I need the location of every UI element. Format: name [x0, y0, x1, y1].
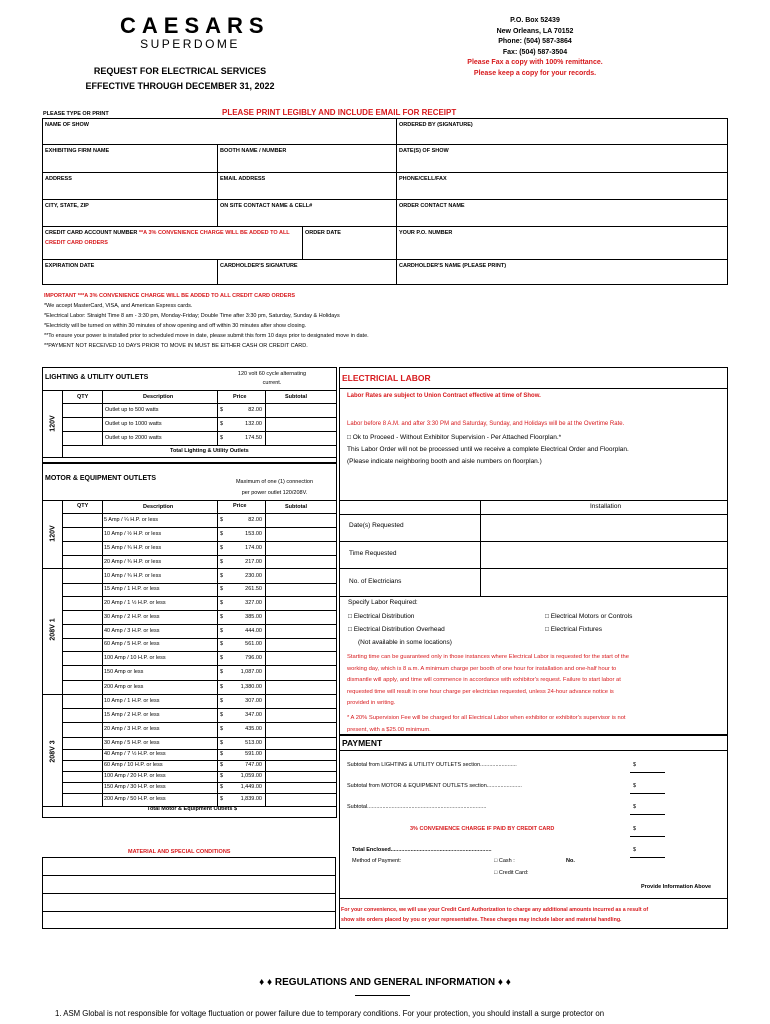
contact-fax: Fax: (504) 587-3504 [502, 48, 568, 56]
motor-row-currency: $ [220, 669, 224, 675]
lighting-qty-input[interactable] [64, 418, 100, 430]
motor-row-description: 20 Amp / 1 ½ H.P. or less [104, 599, 166, 606]
motor-row-currency: $ [220, 599, 224, 606]
motor-row-price: 385.00 [245, 613, 262, 620]
regulations-title: ♦ ♦ REGULATIONS AND GENERAL INFORMATION ♦ ♦ [259, 977, 511, 988]
motor-row-price: 82.00 [248, 517, 262, 523]
lighting-row-currency: $ [220, 407, 224, 413]
logo [120, 13, 270, 51]
material-title: MATERIAL AND SPECIAL CONDITIONS [128, 849, 231, 855]
motor-row-description: 20 Amp / 3 H.P. or less [104, 726, 160, 732]
lighting-row-description: Outlet up to 2000 watts [105, 435, 162, 441]
motor-row-currency: $ [220, 544, 224, 551]
motor-row-description: 15 Amp / 2 H.P. or less [104, 711, 160, 718]
lighting-note-2: current. [262, 380, 282, 386]
cc-fee-note: **A 3% CONVENIENCE CHARGE WILL BE ADDED TO ALL [138, 230, 290, 236]
motor-qty-input[interactable] [64, 611, 100, 623]
motor-row-currency: $ [220, 613, 224, 620]
page-title [60, 64, 300, 94]
motor-row-currency: $ [220, 751, 224, 757]
motor-row-currency: $ [220, 739, 224, 746]
logo-subtitle: SUPERDOME [140, 37, 240, 51]
motor-row-description: 15 Amp / ¾ H.P. or less [104, 544, 162, 551]
motor-note [222, 477, 327, 499]
motor-row-description: 30 Amp / 5 H.P. or less [104, 739, 160, 746]
motor-note-1: Maximum of one (1) connection [235, 479, 314, 485]
name-of-show-field[interactable]: NAME OF SHOW [45, 122, 89, 128]
payment-credit-checkbox[interactable]: □ Credit Card: [494, 870, 529, 876]
motor-qty-input[interactable] [64, 666, 100, 679]
motor-row-price: 1,087.00 [240, 669, 262, 675]
motor-qty-input[interactable] [64, 584, 100, 595]
motor-title: MOTOR & EQUIPMENT OUTLETS [45, 475, 157, 482]
exhibiting-firm-field[interactable]: EXHIBITING FIRM NAME [45, 148, 110, 154]
motor-row-description: 150 Amp / 30 H.P. or less [104, 784, 166, 790]
motor-total-label [147, 806, 237, 813]
payment-motor-subtotal: Subtotal from MOTOR & EQUIPMENT OUTLETS section....................... [347, 783, 522, 789]
motor-qty-input[interactable] [64, 652, 100, 664]
payment-amount-currency: $ [633, 762, 637, 768]
motor-row-price: 1,839.00 [240, 796, 262, 802]
motor-row-currency: $ [220, 796, 224, 802]
notes-block [44, 291, 369, 351]
motor-row-description: 10 Amp / ½ H.P. or less [104, 530, 162, 537]
start-time-line: requested time will result in one hour charge per electrician requested, unless 24-hour advance notice is [347, 688, 614, 695]
motor-row-currency: $ [220, 784, 224, 790]
email-field[interactable]: EMAIL ADDRESS [220, 176, 266, 182]
payment-amount-currency: $ [633, 826, 637, 832]
lighting-qty-header: QTY [77, 394, 89, 400]
motor-row-description: 100 Amp / 20 H.P. or less [104, 773, 166, 779]
payment-total-enclosed: Total Enclosed.................................................................. [352, 847, 492, 853]
lighting-note [222, 370, 322, 388]
lighting-price-header: Price [233, 394, 247, 400]
contact-city: New Orleans, LA 70152 [496, 27, 574, 35]
specify-labor-label: Specify Labor Required: [348, 599, 418, 606]
motor-row-description: 5 Amp / ¼ H.P. or less [104, 517, 159, 523]
lighting-row-price: 82.00 [248, 407, 262, 413]
payment-cash-checkbox[interactable]: □ Cash : [494, 858, 515, 864]
title-line2: EFFECTIVE THROUGH DECEMBER 31, 2022 [85, 81, 275, 91]
motor-qty-input[interactable] [64, 696, 100, 707]
motor-row-price: 1,380.00 [240, 684, 262, 690]
contact-po: P.O. Box 52439 [510, 17, 560, 24]
motor-qty-header: QTY [77, 503, 89, 509]
motor-row-price: 561.00 [245, 641, 262, 647]
contact-keep-note: Please keep a copy for your records. [473, 69, 597, 77]
supervision-note [347, 713, 626, 736]
opt-electrical-fixtures[interactable]: □ Electrical Fixtures [545, 626, 603, 633]
motor-row-price: 796.00 [245, 654, 262, 661]
order-contact-field[interactable]: ORDER CONTACT NAME [399, 203, 465, 209]
motor-row-currency: $ [220, 726, 224, 732]
motor-row-description: 200 Amp or less [104, 684, 144, 690]
lighting-qty-input[interactable] [64, 404, 100, 416]
motor-note-2: per power outlet 120/208V. [241, 490, 308, 496]
payment-title: PAYMENT [342, 738, 383, 748]
motor-row-currency: $ [220, 711, 224, 718]
payment-method-label: Method of Payment: [352, 858, 402, 864]
motor-row-description: 60 Amp / 5 H.P. or less [104, 641, 160, 647]
cc-orders-note: CREDIT CARD ORDERS [45, 240, 108, 246]
time-requested-field[interactable]: Time Requested [349, 550, 397, 557]
labor-union-note: Labor Rates are subject to Union Contract effective at time of Show. [347, 393, 541, 399]
lighting-row-currency: $ [220, 421, 224, 427]
lighting-row-currency: $ [220, 435, 224, 441]
motor-qty-input[interactable] [64, 772, 100, 781]
motor-qty-input[interactable] [64, 542, 100, 554]
labor-not-processed: This Labor Order will not be processed until we receive a complete Electrical Order and Floorplan. [347, 446, 629, 453]
motor-row-price: 307.00 [245, 698, 262, 704]
motor-row-description: 150 Amp or less [104, 669, 144, 675]
note-item: *We accept MasterCard, VISA, and American Express cards. [44, 303, 193, 309]
type-print-label: PLEASE TYPE OR PRINT [43, 111, 109, 117]
motor-qty-input[interactable] [64, 709, 100, 721]
motor-qty-input[interactable] [64, 761, 100, 770]
motor-row-description: 15 Amp / 1 H.P. or less [104, 586, 160, 592]
motor-row-price: 513.00 [245, 739, 262, 746]
installation-header: Installation [590, 503, 622, 510]
note-item: *Electricity will be turned on within 30 minutes of show opening and off within 30 minutes after show closing. [44, 323, 307, 329]
lighting-note-1: 120 volt 60 cycle alternating [237, 371, 307, 377]
city-field[interactable]: CITY, STATE, ZIP [45, 203, 89, 209]
lighting-row-description: Outlet up to 1000 watts [105, 421, 162, 427]
lighting-row-description: Outlet up to 500 watts [105, 407, 159, 413]
lighting-desc-header: Description [143, 394, 174, 400]
opt-electrical-distribution[interactable]: □ Electrical Distribution [348, 613, 415, 620]
note-item: **PAYMENT NOT RECEIVED 10 DAYS PRIOR TO MOVE IN MUST BE EITHER CASH OR CREDIT CARD. [44, 343, 308, 349]
start-time-line: provided in writing. [347, 700, 396, 707]
motor-qty-input[interactable] [64, 556, 100, 568]
motor-row-description: 60 Amp / 10 H.P. or less [104, 762, 163, 768]
motor-row-price: 327.00 [245, 599, 262, 606]
motor-row-price: 174.00 [245, 544, 262, 551]
regulation-item: 1. ASM Global is not responsible for voltage fluctuation or power failure due to temporary conditions. For your protection, you should install a surge protector on [55, 1009, 605, 1018]
motor-row-price: 347.00 [245, 711, 262, 718]
motor-row-price: 153.00 [245, 530, 262, 537]
lighting-voltage-label: 120V [49, 415, 57, 432]
motor-row-price: 747.00 [245, 762, 262, 768]
contact-fax-note: Please Fax a copy with 100% remittance. [467, 59, 603, 66]
motor-row-description: 100 Amp / 10 H.P. or less [104, 654, 166, 661]
phone-field[interactable]: PHONE/CELL/FAX [399, 176, 447, 182]
lighting-row-price: 174.50 [245, 435, 262, 441]
motor-row-price: 230.00 [245, 572, 262, 579]
motor-row-price: 591.00 [245, 751, 262, 757]
start-time-line: Starting time can be guaranteed only in those instances where Electrical Labor is requested for the start of the [347, 654, 629, 660]
conv-note [341, 905, 648, 925]
conv-note-line: For your convenience, we will use your Credit Card Authorization to charge any additional amounts incurred as a result of [341, 907, 649, 913]
note-item: **To ensure your power is installed prior to scheduled move in date, please submit this form 10 days prior to designated move in date. [44, 333, 369, 339]
start-time-note [347, 652, 629, 710]
motor-qty-input[interactable] [64, 528, 100, 540]
lighting-subtotal-header: Subtotal [285, 394, 307, 400]
motor-qty-input[interactable] [64, 794, 100, 805]
important-note: IMPORTANT ***A 3% CONVENIENCE CHARGE WILL BE ADDED TO ALL CREDIT CARD ORDERS [44, 293, 296, 299]
lighting-qty-input[interactable] [64, 432, 100, 444]
motor-208v1-label: 208V 1 [49, 618, 57, 641]
payment-amount-currency: $ [633, 847, 637, 853]
lighting-row-price: 132.00 [245, 421, 262, 427]
motor-row-currency: $ [220, 627, 224, 634]
show-dates-field[interactable]: DATE(S) OF SHOW [399, 148, 449, 154]
motor-row-price: 444.00 [245, 627, 262, 634]
motor-desc-header: Description [143, 504, 174, 510]
motor-row-price: 1,059.00 [240, 773, 262, 779]
onsite-contact-field[interactable]: ON SITE CONTACT NAME & CELL# [220, 203, 313, 209]
motor-120v-label: 120V [49, 525, 57, 542]
logo-wordmark: CAESARS [120, 13, 270, 38]
motor-208v3-label: 208V 3 [49, 740, 57, 763]
payment-convenience-charge: 3% CONVENIENCE CHARGE IF PAID BY CREDIT CARD [410, 826, 555, 832]
motor-row-price: 435.00 [245, 726, 262, 732]
motor-row-description: 30 Amp / 2 H.P. or less [104, 613, 160, 620]
supervision-line: present, with a $25.00 minimum. [347, 726, 431, 733]
motor-total-text: Total Motor & Equipment Outlets [147, 806, 233, 812]
motor-subtotal-header: Subtotal [285, 504, 307, 510]
conv-note-line: show site orders placed by you or your representative. These charges may include labor and material handling. [341, 917, 622, 923]
title-line1: REQUEST FOR ELECTRICAL SERVICES [93, 66, 267, 76]
motor-price-header: Price [233, 503, 247, 509]
motor-row-description: 40 Amp / 7 ½ H.P. or less [104, 751, 166, 757]
note-item: *Electrical Labor: Straight Time 8 am - 3:30 pm, Monday-Friday; Double Time after 3:30 pm, Saturday, Sunday & Holidays [44, 313, 340, 319]
payment-check-no: No. [566, 858, 575, 864]
contact-block [430, 16, 640, 79]
booth-field[interactable]: BOOTH NAME / NUMBER [220, 148, 287, 154]
motor-qty-input[interactable] [64, 723, 100, 736]
motor-row-currency: $ [220, 684, 224, 690]
labor-title: ELECTRICIAL LABOR [342, 373, 431, 383]
num-electricians-field[interactable]: No. of Electricians [349, 578, 402, 585]
expiration-field[interactable]: EXPIRATION DATE [45, 263, 95, 269]
payment-subtotal: Subtotal.............................................................................. [347, 804, 487, 810]
motor-row-price: 1,449.00 [240, 784, 262, 790]
motor-row-description: 200 Amp / 50 H.P. or less [104, 796, 166, 802]
payment-amount-currency: $ [633, 804, 637, 810]
motor-qty-input[interactable] [64, 597, 100, 609]
labor-neighbor-note: (Please indicate neighboring booth and aisle numbers on floorplan.) [347, 458, 542, 465]
motor-row-price: 261.50 [245, 586, 262, 592]
motor-qty-input[interactable] [64, 625, 100, 637]
motor-qty-input[interactable] [64, 515, 100, 526]
motor-qty-input[interactable] [64, 681, 100, 694]
labor-ok-proceed[interactable]: □ Ok to Proceed - Without Exhibitor Supervision - Per Attached Floorplan.* [347, 434, 562, 441]
motor-row-currency: $ [220, 586, 224, 592]
motor-row-price: 217.00 [245, 558, 262, 565]
opt-motors-controls[interactable]: □ Electrical Motors or Controls [545, 613, 633, 620]
order-date-field[interactable]: ORDER DATE [305, 230, 341, 236]
print-legibly-label: PLEASE PRINT LEGIBLY AND INCLUDE EMAIL FOR RECEIPT [222, 108, 457, 117]
address-field[interactable]: ADDRESS [45, 176, 72, 182]
start-time-line: dismantle will apply, and time will commence in accordance with exhibitor's request. Failure to start labor at [347, 677, 621, 684]
motor-total-currency: $ [233, 806, 238, 812]
motor-row-currency: $ [220, 641, 224, 647]
motor-row-description: 40 Amp / 3 H.P. or less [104, 627, 160, 634]
provide-info-note: Provide Information Above [641, 884, 712, 890]
cc-label: CREDIT CARD ACCOUNT NUMBER [45, 230, 139, 236]
labor-overtime-note: Labor before 8 A.M. and after 3:30 PM and Saturday, Sunday, and Holidays will be at the Overtime Rate. [347, 421, 625, 427]
motor-row-currency: $ [220, 698, 224, 704]
cardholder-signature-field[interactable]: CARDHOLDER'S SIGNATURE [220, 263, 298, 269]
motor-qty-input[interactable] [64, 738, 100, 748]
motor-qty-input[interactable] [64, 783, 100, 792]
start-time-line: working day, which is 8 a.m. A minimum charge per booth of one hour for installation and one-half hour to [347, 665, 617, 672]
motor-row-currency: $ [220, 517, 224, 523]
motor-row-description: 10 Amp / ¾ H.P. or less [104, 572, 162, 579]
motor-row-description: 10 Amp / 1 H.P. or less [104, 698, 160, 704]
dates-requested-field[interactable]: Date(s) Requested [349, 522, 404, 529]
ordered-by-field[interactable]: ORDERED BY (SIGNATURE) [399, 122, 473, 128]
motor-qty-input[interactable] [64, 570, 100, 582]
motor-row-currency: $ [220, 773, 224, 779]
motor-row-currency: $ [220, 572, 224, 579]
motor-row-currency: $ [220, 558, 224, 565]
lighting-total-label: Total Lighting & Utility Outlets [170, 448, 249, 454]
motor-row-currency: $ [220, 762, 224, 768]
not-available-note: (Not available in some locations) [358, 639, 452, 646]
motor-row-currency: $ [220, 654, 224, 661]
opt-distribution-overhead[interactable]: □ Electrical Distribution Overhead [348, 626, 445, 633]
contact-phone: Phone: (504) 587-3864 [498, 38, 572, 45]
po-number-field[interactable]: YOUR P.O. NUMBER [399, 230, 453, 236]
cardholder-name-field[interactable]: CARDHOLDER'S NAME (PLEASE PRINT) [399, 263, 507, 269]
motor-row-description: 20 Amp / ¾ H.P. or less [104, 558, 162, 565]
motor-row-currency: $ [220, 530, 224, 537]
motor-qty-input[interactable] [64, 639, 100, 650]
payment-amount-currency: $ [633, 783, 637, 789]
credit-card-number-field[interactable] [45, 230, 290, 237]
payment-lighting-subtotal: Subtotal from LIGHTING & UTILITY OUTLETS section........................ [347, 762, 517, 768]
motor-qty-input[interactable] [64, 750, 100, 759]
supervision-line: * A 20% Supervision Fee will be charged for all Electrical Labor when exhibitor or exhibitor's supervisor is not [347, 715, 626, 721]
lighting-title: LIGHTING & UTILITY OUTLETS [45, 374, 149, 381]
